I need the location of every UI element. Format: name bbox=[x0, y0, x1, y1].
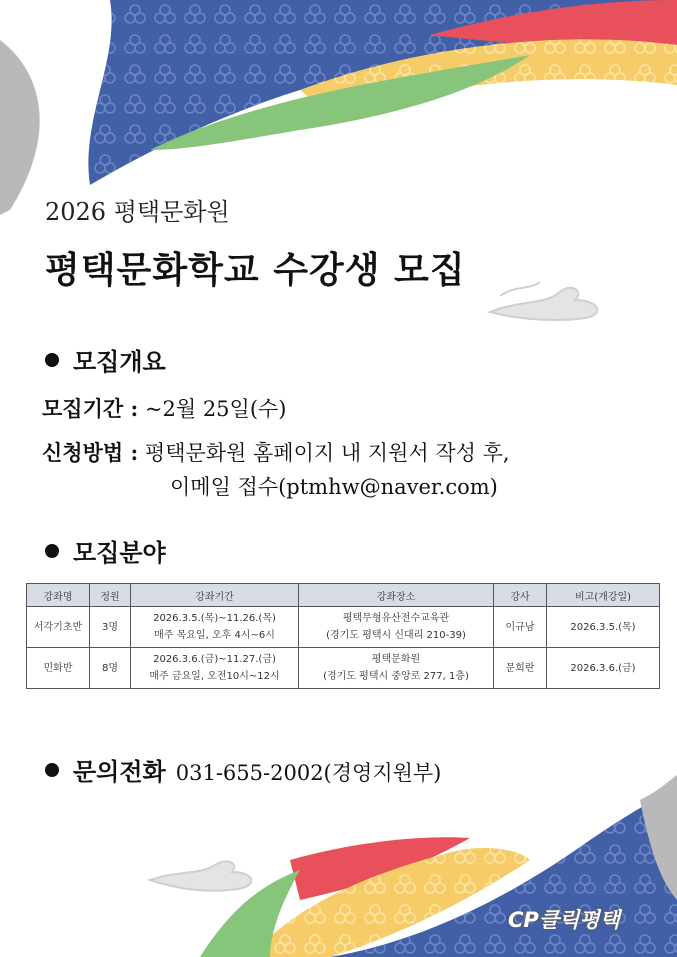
table-row bbox=[27, 607, 660, 648]
course-period: 2026.3.5.(목)~11.26.(목) 매주 목요일, 오후 4시~6시 bbox=[131, 607, 299, 648]
method-value: 평택문화원 홈페이지 내 지원서 작성 후, bbox=[144, 441, 510, 465]
column-header: 강좌장소 bbox=[299, 584, 494, 607]
course-place: 평택문화원 (경기도 평택시 중앙로 277, 1층) bbox=[299, 648, 494, 689]
method-value-2: 이메일 접수(ptmhw@naver.com) bbox=[170, 475, 498, 499]
contact-line bbox=[45, 752, 441, 787]
bullet-icon bbox=[45, 353, 59, 367]
period-value: ~2월 25일(수) bbox=[144, 397, 287, 421]
column-header: 비고(개강일) bbox=[547, 584, 660, 607]
bullet-icon bbox=[45, 544, 59, 558]
watermark-logo: CP클릭평택 bbox=[508, 908, 620, 932]
column-header: 강좌기간 bbox=[131, 584, 299, 607]
cloud-pattern bbox=[490, 282, 597, 320]
course-note: 2026.3.5.(목) bbox=[547, 607, 660, 648]
column-header: 강사 bbox=[494, 584, 547, 607]
course-instructor: 문희란 bbox=[494, 648, 547, 689]
table-header-row bbox=[27, 584, 660, 607]
method-line bbox=[42, 437, 510, 467]
course-note: 2026.3.6.(금) bbox=[547, 648, 660, 689]
contact-phone: 031-655-2002(경영지원부) bbox=[175, 761, 442, 785]
method-label: 신청방법 : bbox=[42, 440, 139, 465]
column-header: 정원 bbox=[90, 584, 131, 607]
method-line-2 bbox=[170, 471, 498, 501]
cloud-pattern-bottom bbox=[150, 861, 251, 890]
table-row bbox=[27, 648, 660, 689]
contact-label: 문의전화 bbox=[73, 758, 166, 786]
bullet-icon bbox=[45, 763, 59, 777]
period-line bbox=[42, 393, 287, 423]
course-place: 평택무형유산전수교육관 (경기도 평택시 신대리 210-39) bbox=[299, 607, 494, 648]
course-table bbox=[26, 583, 660, 689]
period-label: 모집기간 : bbox=[42, 396, 139, 421]
course-name: 민화반 bbox=[27, 648, 90, 689]
course-period: 2026.3.6.(금)~11.27.(금) 매주 금요일, 오전10시~12시 bbox=[131, 648, 299, 689]
poster-subtitle: 2026 평택문화원 bbox=[45, 198, 230, 226]
course-capacity: 8명 bbox=[90, 648, 131, 689]
fields-heading: 모집분야 bbox=[45, 533, 166, 568]
course-instructor: 이규남 bbox=[494, 607, 547, 648]
gray-ribbon-top bbox=[0, 40, 40, 215]
column-header: 강좌명 bbox=[27, 584, 90, 607]
course-name: 서각기초반 bbox=[27, 607, 90, 648]
poster-title: 평택문화학교 수강생 모집 bbox=[45, 250, 466, 291]
overview-heading: 모집개요 bbox=[45, 342, 166, 377]
course-capacity: 3명 bbox=[90, 607, 131, 648]
